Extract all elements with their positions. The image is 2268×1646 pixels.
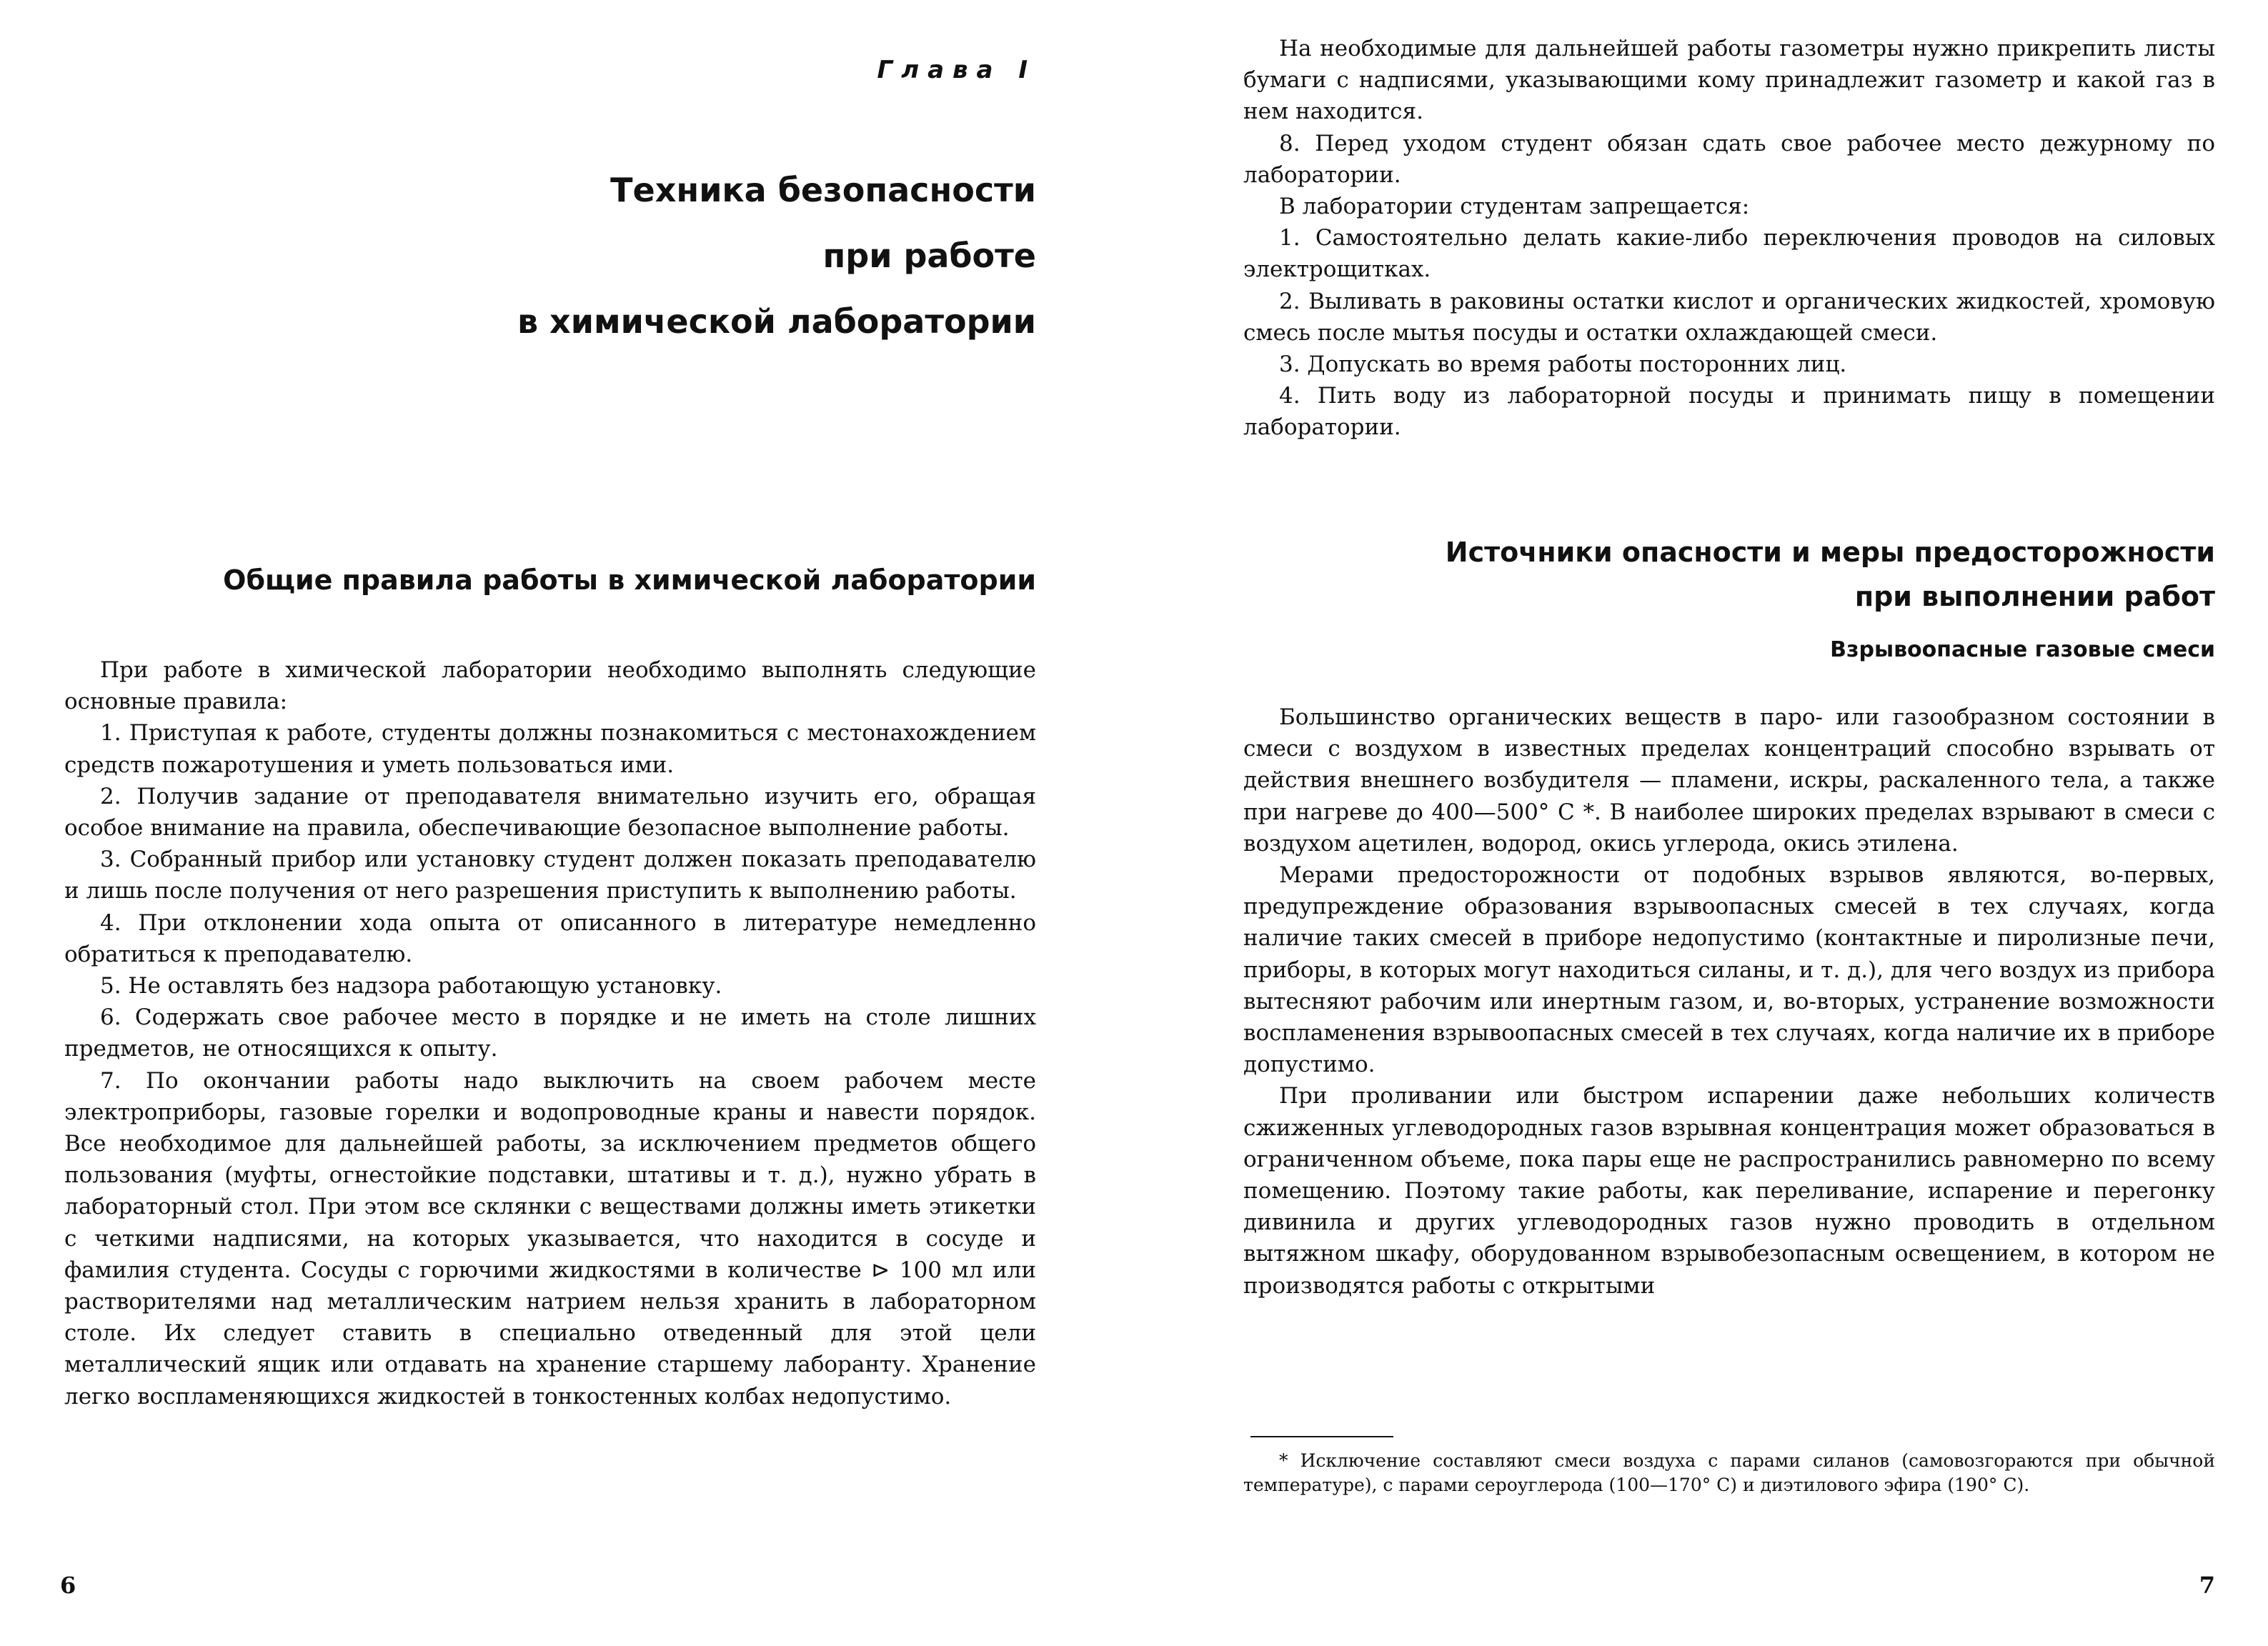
paragraph: 4. Пить воду из лабораторной посуды и принимать пищу в помещении лаборатории. xyxy=(1243,383,2215,441)
chapter-title-line: в химической лаборатории xyxy=(517,302,1036,341)
footnote: * Исключение составляют смеси воздуха с парами силанов (самовозгораются при обычной температуре), с парами сероуглерода (100—170° С) и диэтилового эфира (190° С). xyxy=(1243,1450,2215,1495)
left-body-text xyxy=(64,654,1036,1412)
right-body-text xyxy=(1243,702,2215,1406)
paragraph: 3. Собранный прибор или установку студент должен показать преподавателю и лишь после получения от него разрешения приступить к выполнению работы. xyxy=(64,847,1036,904)
paragraph: Мерами предосторожности от подобных взрывов являются, во-первых, предупреждение образования взрывоопасных смесей в тех случаях, когда наличие таких смесей в приборе недопустимо (контактные и пиролизные печи, приборы, в которых могут находиться силаны, и т. д.), для чего воздух из прибора вытесняют рабочим или инертным газом, и, во-вторых, устранение возможности воспламенения взрывоопасных смесей в тех случаях, когда наличие их в приборе допустимо. xyxy=(1243,862,2215,1078)
paragraph: 1. Приступая к работе, студенты должны познакомиться с местонахождением средств пожаротушения и уметь пользоваться ими. xyxy=(64,720,1036,778)
chapter-title-line: Техника безопасности xyxy=(610,171,1036,209)
paragraph: 4. При отклонении хода опыта от описанного в литературе немедленно обратиться к преподавателю. xyxy=(64,909,1036,967)
chapter-title xyxy=(517,157,1036,354)
left-page xyxy=(60,0,1036,1646)
paragraph: 1. Самостоятельно делать какие-либо переключения проводов на силовых электрощитках. xyxy=(1243,225,2215,283)
paragraph: 8. Перед уходом студент обязан сдать свое рабочее место дежурному по лаборатории. xyxy=(1243,130,2215,188)
right-page xyxy=(1243,0,2215,1646)
subsection-heading: Взрывоопасные газовые смеси xyxy=(1830,637,2215,662)
paragraph: На необходимые для дальнейшей работы газометры нужно прикрепить листы бумаги с надписями, указывающими кому принадлежит газометр и какой газ в нем находится. xyxy=(1243,36,2215,125)
section-heading-general-rules: Общие правила работы в химической лаборатории xyxy=(223,564,1036,596)
paragraph: 7. По окончании работы надо выключить на своем рабочем месте электроприборы, газовые горелки и водопроводные краны и навести порядок. Все необходимое для дальнейшей работы, за исключением предметов общего пользования (муфты, огнестойкие подставки, штативы и т. д.), нужно убрать в лабораторный стол. При этом все склянки с веществами должны иметь этикетки с четкими надписями, на которых указывается, что находится в сосуде и фамилия студента. Сосуды с горючими жидкостями в количестве ⊳ 100 мл или растворителями над металлическим натрием нельзя хранить в лабораторном столе. Их следует ставить в специально отведенный для этой цели металлический ящик или отдавать на хранение старшему лаборанту. Хранение легко воспламеняющихся жидкостей в тонкостенных колбах недопустимо. xyxy=(64,1067,1036,1410)
paragraph: 5. Не оставлять без надзора работающую установку. xyxy=(100,973,722,999)
paragraph: В лаборатории студентам запрещается: xyxy=(1279,194,1750,220)
page-number: 6 xyxy=(60,1572,76,1599)
paragraph: При работе в химической лаборатории необходимо выполнять следующие основные правила: xyxy=(64,657,1036,715)
chapter-label: Глава I xyxy=(877,56,1036,84)
section-heading-hazards xyxy=(1446,530,2215,619)
paragraph: 2. Получив задание от преподавателя внимательно изучить его, обращая особое внимание на правила, обеспечивающие безопасное выполнение работы. xyxy=(64,783,1036,842)
footnote-divider xyxy=(1250,1436,1393,1437)
section-heading-line: Источники опасности и меры предосторожности xyxy=(1445,537,2215,568)
section-heading-line: при выполнении работ xyxy=(1854,581,2215,612)
paragraph: При проливании или быстром испарении даже небольших количеств сжиженных углеводородных газов взрывная концентрация может образоваться в ограниченном объеме, пока пары еще не распространились равномерно по всему помещению. Поэтому такие работы, как переливание, испарение и перегонку дивинила и других углеводородных газов нужно проводить в отдельном вытяжном шкафу, оборудованном взрывобезопасным освещением, в котором не производятся работы с открытыми xyxy=(1243,1083,2215,1299)
paragraph: 2. Выливать в раковины остатки кислот и органических жидкостей, хромовую смесь после мытья посуды и остатки охлаждающей смеси. xyxy=(1243,288,2215,346)
paragraph: Большинство органических веществ в паро- или газообразном состоянии в смеси с воздухом в известных пределах концентраций способно взрывать от действия внешнего возбудителя — пламени, искры, раскаленного тела, а также при нагреве до 400—500° С *. В наиболее широких пределах взрывают в смеси с воздухом ацетилен, водород, окись углерода, окись этилена. xyxy=(1243,704,2215,857)
paragraph: 3. Допускать во время работы посторонних лиц. xyxy=(1279,351,1847,378)
right-top-text xyxy=(1243,33,2215,444)
page-number: 7 xyxy=(2199,1572,2215,1599)
section-heading-block xyxy=(1446,530,2215,619)
chapter-title-line: при работе xyxy=(822,236,1036,275)
paragraph: 6. Содержать свое рабочее место в порядке и не иметь на столе лишних предметов, не относящихся к опыту. xyxy=(64,1004,1036,1062)
